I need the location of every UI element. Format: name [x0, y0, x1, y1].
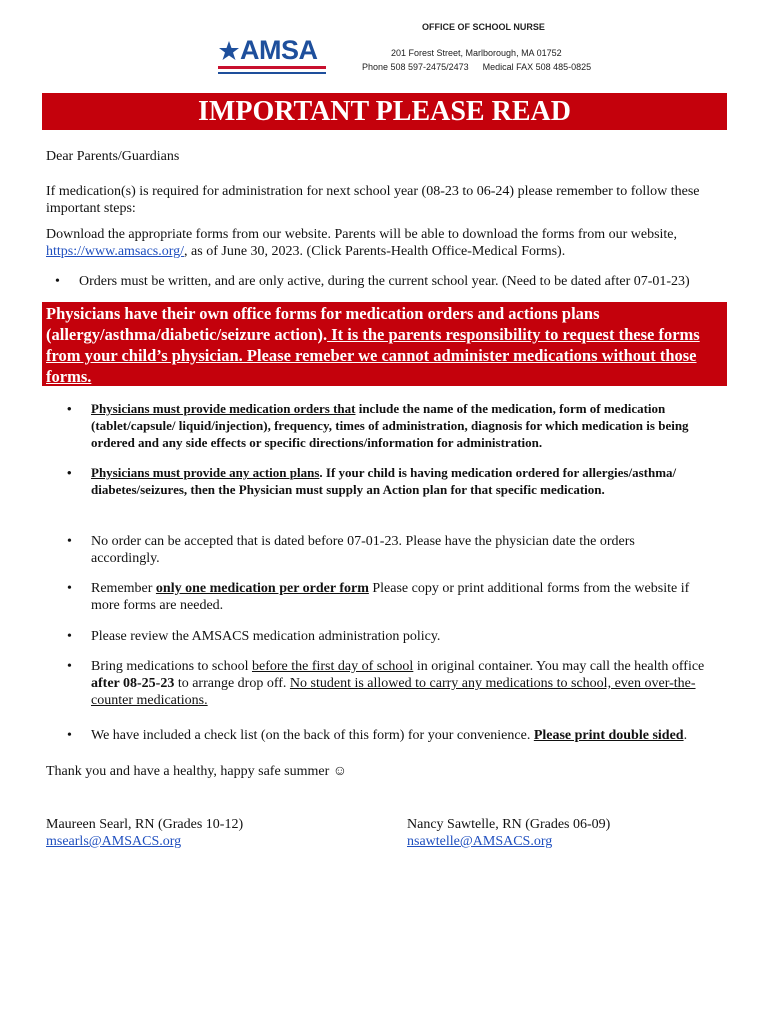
bullet-icon: •: [67, 659, 72, 674]
logo-tagline-bar: [218, 66, 326, 69]
download-text-after: , as of June 30, 2023. (Click Parents-Health Office-Medical Forms).: [184, 244, 566, 259]
list-item-text: Please review the AMSACS medication administration policy.: [91, 629, 441, 644]
closing-line: Thank you and have a healthy, happy safe summer ☺: [46, 764, 348, 779]
signature-block: [407, 816, 610, 850]
list-item-warning: No student is allowed to carry any medications to school, even over-the-counter medications.: [91, 676, 696, 708]
notice-part1: Physicians have their own office forms for medication orders and actions plans (allergy/asthma/diabetic/seizure action).: [46, 304, 600, 344]
signature-name: Nancy Sawtelle, RN (Grades 06-09): [407, 817, 611, 832]
list-item-emphasis: Physicians must provide medication orders that: [91, 401, 356, 416]
notice-part2: It is the parents responsibility to request these forms from your child’s physician. Please remeber we cannot administer medications without those forms.: [46, 325, 700, 386]
bullet-icon: •: [67, 401, 72, 416]
list-item-text: . If your child is having medication ordered for allergies/asthma/ diabetes/seizures, then the Physician must supply an Action plan for that specific medication.: [91, 465, 677, 497]
office-address: 201 Forest Street, Marlborough, MA 01752: [391, 48, 562, 58]
bullet-icon: •: [67, 629, 72, 644]
star-icon: [218, 40, 240, 62]
office-phone: Phone 508 597-2475/2473: [362, 62, 469, 72]
intro-paragraph: If medication(s) is required for administration for next school year (08-23 to 06-24) please remember to follow these important steps:: [46, 184, 700, 216]
list-item-text: Remember: [91, 581, 156, 596]
amsa-logo: [218, 35, 328, 74]
bullet-icon: •: [67, 534, 72, 549]
physician-forms-notice: [42, 302, 727, 386]
list-item-emphasis: Physicians must provide any action plans: [91, 465, 320, 480]
signature-block: [46, 816, 243, 850]
signature-email-link[interactable]: nsawtelle@AMSACS.org: [407, 834, 553, 849]
bullet-icon: •: [67, 465, 72, 480]
bullet-icon: •: [67, 728, 72, 743]
bullet-icon: •: [55, 274, 60, 289]
signature-name: Maureen Searl, RN (Grades 10-12): [46, 817, 244, 832]
list-item-emphasis: before the first day of school: [251, 659, 414, 674]
list-item-text: Bring medications to school: [91, 659, 252, 674]
list-item-text: No order can be accepted that is dated before 07-01-23. Please have the physician date the orders accordingly.: [91, 534, 635, 566]
list-item-text-rest: Please copy or print additional forms from the website if more forms are needed.: [91, 581, 690, 613]
list-item-text: We have included a check list (on the back of this form) for your convenience.: [91, 728, 534, 743]
signature-email-link[interactable]: msearls@AMSACS.org: [46, 834, 182, 849]
office-fax: Medical FAX 508 485-0825: [482, 62, 592, 72]
list-item-text-mid2: to arrange drop off.: [174, 676, 290, 691]
list-item-emphasis: Please print double sided: [533, 728, 684, 743]
office-title: OFFICE OF SCHOOL NURSE: [422, 22, 545, 32]
greeting: Dear Parents/Guardians: [46, 149, 180, 164]
list-item-text: include the name of the medication, form of medication (tablet/capsule/ liquid/injection), frequency, times of administration, diagnosis for which medication is being ordered and any side effects or specific directions/information for administration.: [91, 401, 689, 450]
list-item-end: .: [683, 728, 688, 743]
download-paragraph: [46, 226, 726, 260]
logo-underline-bar: [218, 72, 326, 74]
office-phone-line: [362, 62, 591, 72]
bullet-icon: •: [67, 581, 72, 596]
list-item-date: after 08-25-23: [91, 676, 175, 691]
download-text: Download the appropriate forms from our website. Parents will be able to download the forms from our website,: [46, 227, 678, 242]
list-item-emphasis: only one medication per order form: [155, 581, 369, 596]
logo-text: AMSA: [240, 35, 318, 65]
website-link[interactable]: https://www.amsacs.org/: [46, 244, 185, 259]
list-item-text-mid: in original container. You may call the health office: [413, 659, 705, 674]
orders-bullet-text: Orders must be written, and are only active, during the current school year. (Need to be dated after 07-01-23): [79, 274, 690, 289]
important-banner: IMPORTANT PLEASE READ: [42, 93, 727, 130]
